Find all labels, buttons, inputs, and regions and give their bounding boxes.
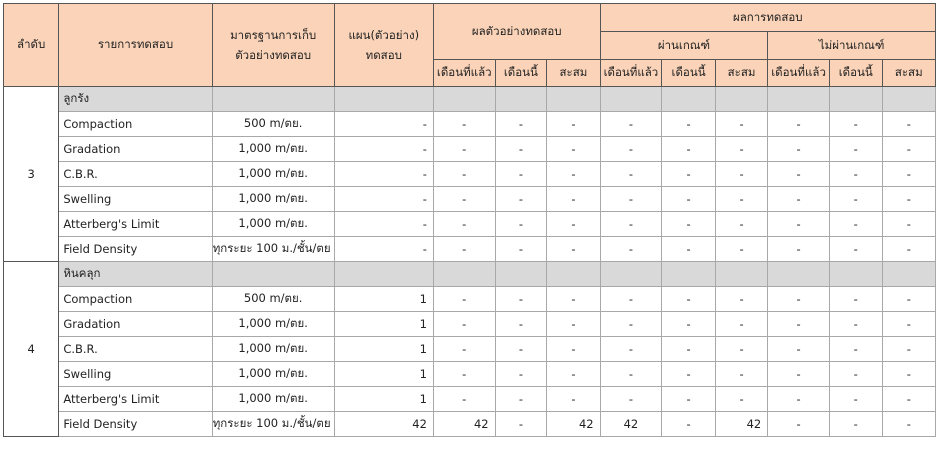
cell-value: -: [768, 162, 830, 187]
row-standard: 1,000 m/ตย.: [212, 137, 334, 162]
header-pass-this-month: เดือนนี้: [662, 60, 716, 87]
table-row: [4, 187, 936, 212]
row-item: Swelling: [59, 187, 212, 212]
cell-value: -: [829, 412, 882, 437]
cell-value: -: [600, 287, 662, 312]
cell-value: 42: [715, 412, 767, 437]
group-header-row: [4, 262, 936, 287]
group-seq: 3: [4, 87, 59, 262]
row-plan: -: [334, 187, 433, 212]
cell-value: -: [600, 362, 662, 387]
cell-value: -: [768, 187, 830, 212]
table-row: [4, 112, 936, 137]
cell-value: -: [600, 187, 662, 212]
cell-value: -: [715, 162, 767, 187]
cell-value: 42: [433, 412, 495, 437]
cell-value: -: [829, 337, 882, 362]
cell-value: -: [768, 237, 830, 262]
row-plan: -: [334, 162, 433, 187]
cell-value: -: [715, 312, 767, 337]
cell-value: -: [547, 312, 600, 337]
row-standard: ทุกระยะ 100 ม./ชั้น/ตย: [212, 237, 334, 262]
cell-value: -: [433, 362, 495, 387]
table-row: [4, 287, 936, 312]
row-standard: 1,000 m/ตย.: [212, 362, 334, 387]
cell-value: -: [829, 162, 882, 187]
cell-value: -: [829, 287, 882, 312]
cell-value: -: [547, 287, 600, 312]
row-item: Gradation: [59, 137, 212, 162]
cell-value: -: [495, 287, 547, 312]
cell-value: -: [547, 137, 600, 162]
cell-value: 42: [547, 412, 600, 437]
cell-value: -: [433, 112, 495, 137]
row-standard: 1,000 m/ตย.: [212, 162, 334, 187]
header-results: ผลการทดสอบ: [600, 4, 935, 32]
header-pass-last-month: เดือนที่แล้ว: [600, 60, 662, 87]
row-item: Field Density: [59, 237, 212, 262]
cell-value: -: [433, 187, 495, 212]
header-pass-cumulative: สะสม: [715, 60, 767, 87]
header-seq: ลำดับ: [4, 4, 59, 87]
cell-value: -: [715, 237, 767, 262]
row-item: Gradation: [59, 312, 212, 337]
row-item: C.B.R.: [59, 337, 212, 362]
header-pass: ผ่านเกณฑ์: [600, 32, 768, 60]
cell-value: -: [768, 387, 830, 412]
cell-value: -: [600, 162, 662, 187]
cell-value: -: [547, 187, 600, 212]
cell-value: -: [882, 237, 935, 262]
cell-value: -: [829, 312, 882, 337]
cell-value: -: [882, 312, 935, 337]
table-row: [4, 387, 936, 412]
cell-value: -: [433, 387, 495, 412]
cell-value: -: [600, 312, 662, 337]
row-plan: -: [334, 112, 433, 137]
cell-value: -: [715, 212, 767, 237]
cell-value: -: [768, 112, 830, 137]
header-standard: มาตรฐานการเก็บตัวอย่างทดสอบ: [212, 4, 334, 87]
cell-value: -: [882, 287, 935, 312]
cell-value: -: [662, 162, 716, 187]
cell-value: -: [662, 412, 716, 437]
header-samples-this-month: เดือนนี้: [495, 60, 547, 87]
cell-value: -: [662, 137, 716, 162]
cell-value: -: [662, 112, 716, 137]
row-standard: 1,000 m/ตย.: [212, 312, 334, 337]
cell-value: -: [829, 137, 882, 162]
cell-value: -: [715, 287, 767, 312]
cell-value: -: [882, 362, 935, 387]
cell-value: -: [829, 387, 882, 412]
row-plan: 1: [334, 387, 433, 412]
header-fail-this-month: เดือนนี้: [829, 60, 882, 87]
row-standard: 1,000 m/ตย.: [212, 187, 334, 212]
cell-value: -: [882, 187, 935, 212]
cell-value: -: [662, 362, 716, 387]
table-row: [4, 312, 936, 337]
cell-value: -: [829, 112, 882, 137]
row-plan: -: [334, 212, 433, 237]
cell-value: -: [882, 337, 935, 362]
cell-value: -: [547, 337, 600, 362]
cell-value: -: [547, 387, 600, 412]
row-standard: ทุกระยะ 100 ม./ชั้น/ตย: [212, 412, 334, 437]
cell-value: -: [600, 212, 662, 237]
group-header-row: [4, 87, 936, 112]
cell-value: -: [662, 287, 716, 312]
cell-value: -: [662, 387, 716, 412]
row-standard: 1,000 m/ตย.: [212, 337, 334, 362]
cell-value: -: [495, 412, 547, 437]
cell-value: -: [600, 237, 662, 262]
cell-value: -: [768, 412, 830, 437]
table-row: [4, 237, 936, 262]
row-plan: -: [334, 137, 433, 162]
row-item: Compaction: [59, 287, 212, 312]
header-samples: ผลตัวอย่างทดสอบ: [433, 4, 600, 60]
cell-value: -: [715, 187, 767, 212]
cell-value: -: [600, 337, 662, 362]
cell-value: -: [547, 237, 600, 262]
cell-value: -: [768, 337, 830, 362]
header-fail: ไม่ผ่านเกณฑ์: [768, 32, 936, 60]
cell-value: -: [662, 237, 716, 262]
table-row: [4, 362, 936, 387]
cell-value: -: [495, 112, 547, 137]
cell-value: -: [768, 312, 830, 337]
table-row: [4, 137, 936, 162]
cell-value: -: [433, 312, 495, 337]
test-results-table: [3, 3, 936, 437]
cell-value: -: [495, 337, 547, 362]
row-plan: 1: [334, 287, 433, 312]
row-standard: 1,000 m/ตย.: [212, 387, 334, 412]
row-plan: -: [334, 237, 433, 262]
cell-value: -: [495, 312, 547, 337]
cell-value: -: [600, 137, 662, 162]
row-standard: 1,000 m/ตย.: [212, 212, 334, 237]
cell-value: -: [662, 312, 716, 337]
cell-value: -: [882, 162, 935, 187]
table-row: [4, 212, 936, 237]
header-samples-last-month: เดือนที่แล้ว: [433, 60, 495, 87]
cell-value: -: [715, 337, 767, 362]
cell-value: -: [882, 112, 935, 137]
cell-value: -: [882, 212, 935, 237]
header-item: รายการทดสอบ: [59, 4, 212, 87]
row-standard: 500 m/ตย.: [212, 112, 334, 137]
cell-value: -: [547, 362, 600, 387]
row-plan: 42: [334, 412, 433, 437]
cell-value: -: [433, 137, 495, 162]
table-row: [4, 412, 936, 437]
row-item: Atterberg's Limit: [59, 212, 212, 237]
header-plan: แผน(ตัวอย่าง) ทดสอบ: [334, 4, 433, 87]
header-fail-cumulative: สะสม: [882, 60, 935, 87]
cell-value: -: [829, 212, 882, 237]
cell-value: -: [600, 112, 662, 137]
row-item: Atterberg's Limit: [59, 387, 212, 412]
cell-value: -: [662, 187, 716, 212]
row-plan: 1: [334, 362, 433, 387]
cell-value: -: [433, 212, 495, 237]
cell-value: -: [495, 137, 547, 162]
cell-value: -: [768, 212, 830, 237]
cell-value: -: [547, 162, 600, 187]
row-standard: 500 m/ตย.: [212, 287, 334, 312]
cell-value: -: [495, 362, 547, 387]
cell-value: 42: [600, 412, 662, 437]
cell-value: -: [768, 137, 830, 162]
cell-value: -: [662, 337, 716, 362]
cell-value: -: [768, 287, 830, 312]
cell-value: -: [433, 237, 495, 262]
header-samples-cumulative: สะสม: [547, 60, 600, 87]
cell-value: -: [495, 162, 547, 187]
cell-value: -: [829, 362, 882, 387]
cell-value: -: [715, 387, 767, 412]
row-plan: 1: [334, 337, 433, 362]
cell-value: -: [882, 387, 935, 412]
header-fail-last-month: เดือนที่แล้ว: [768, 60, 830, 87]
cell-value: -: [495, 237, 547, 262]
cell-value: -: [715, 112, 767, 137]
cell-value: -: [662, 212, 716, 237]
cell-value: -: [768, 362, 830, 387]
cell-value: -: [882, 412, 935, 437]
cell-value: -: [433, 287, 495, 312]
row-item: Field Density: [59, 412, 212, 437]
cell-value: -: [829, 187, 882, 212]
cell-value: -: [433, 162, 495, 187]
cell-value: -: [715, 362, 767, 387]
cell-value: -: [495, 387, 547, 412]
cell-value: -: [433, 337, 495, 362]
table-row: [4, 162, 936, 187]
group-seq: 4: [4, 262, 59, 437]
table-row: [4, 337, 936, 362]
row-item: Compaction: [59, 112, 212, 137]
cell-value: -: [829, 237, 882, 262]
cell-value: -: [547, 212, 600, 237]
group-name: หินคลุก: [59, 262, 212, 287]
cell-value: -: [715, 137, 767, 162]
cell-value: -: [882, 137, 935, 162]
cell-value: -: [600, 387, 662, 412]
cell-value: -: [495, 212, 547, 237]
cell-value: -: [495, 187, 547, 212]
row-item: Swelling: [59, 362, 212, 387]
group-name: ลูกรัง: [59, 87, 212, 112]
row-plan: 1: [334, 312, 433, 337]
row-item: C.B.R.: [59, 162, 212, 187]
cell-value: -: [547, 112, 600, 137]
